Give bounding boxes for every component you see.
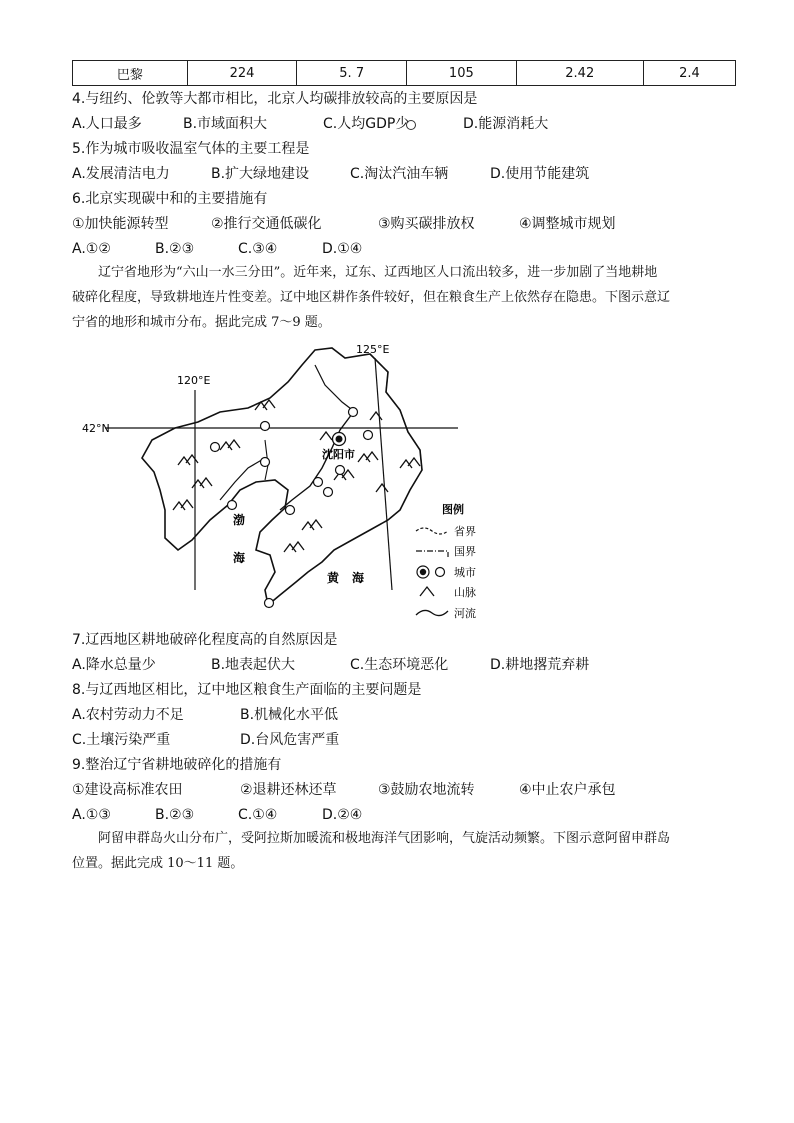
q6-item-1: ①加快能源转型 (72, 216, 169, 232)
q8-option-d: D.台风危害严重 (240, 732, 340, 748)
table-row (73, 61, 736, 86)
q5-option-b: B.扩大绿地建设 (211, 166, 310, 182)
legend-province-icon (416, 528, 448, 534)
legend-national-icon (416, 551, 448, 557)
q6-option-c: C.③④ (238, 241, 278, 257)
legend-river-icon (416, 610, 448, 615)
q6-option-a: A.①② (72, 241, 111, 257)
lat-42-label: 42°N (82, 422, 110, 435)
q4-option-a: A.人口最多 (72, 116, 142, 132)
bohai-label-1: 渤 (233, 513, 246, 527)
passage-line: 破碎化程度，导致耕地连片性变差。辽中地区耕作条件较好，但在粮食生产上依然存在隐患。下图示意辽 (72, 290, 671, 305)
q8-option-b: B.机械化水平低 (240, 707, 339, 723)
legend-mountain: 山脉 (454, 586, 476, 599)
legend-river: 河流 (454, 607, 476, 620)
q7-option-b: B.地表起伏大 (211, 657, 296, 673)
legend-national: 国界 (454, 545, 476, 558)
map-legend (416, 502, 476, 620)
q9-option-b: B.②③ (155, 807, 195, 823)
city-markers (211, 408, 373, 608)
q5-option-a: A.发展清洁电力 (72, 166, 170, 182)
q6-item-3: ③购买碳排放权 (378, 216, 475, 232)
yellow-sea-label-2: 海 (352, 571, 365, 585)
legend-mountain-icon (420, 587, 434, 596)
q9-option-a: A.①③ (72, 807, 111, 823)
legend-city: 城市 (454, 566, 476, 579)
q8-option-c: C.土壤污染严重 (72, 732, 171, 748)
q7-option-d: D.耕地撂荒弃耕 (490, 657, 590, 673)
q4-option-d: D.能源消耗大 (463, 116, 549, 132)
passage-line: 辽宁省地形为“六山一水三分田”。近年来，辽东、辽西地区人口流出较多，进一步加剧了当地耕地 (98, 265, 658, 280)
table-cell: 巴黎 (73, 61, 188, 86)
q5-option-c: C.淘汰汽油车辆 (350, 166, 449, 182)
q7-stem: 7.辽西地区耕地破碎化程度高的自然原因是 (72, 632, 338, 648)
river-west (220, 458, 265, 500)
passage-line: 宁省的地形和城市分布。据此完成 7～9 题。 (72, 315, 331, 330)
q6-item-2: ②推行交通低碳化 (211, 216, 322, 232)
q6-option-b: B.②③ (155, 241, 195, 257)
q4-stem: 4.与纽约、伦敦等大都市相比，北京人均碳排放较高的主要原因是 (72, 91, 478, 107)
meridian-125 (375, 358, 392, 590)
lon-120-label: 120°E (177, 374, 211, 387)
national-border (370, 354, 422, 520)
legend-city-icon (436, 568, 445, 577)
q4-option-b: B.市域面积大 (183, 116, 268, 132)
passage-line: 位置。据此完成 10～11 题。 (72, 856, 244, 871)
q6-item-4: ④调整城市规划 (519, 216, 616, 232)
shenyang-label: 沈阳市 (322, 448, 355, 461)
bohai-label-2: 海 (233, 551, 246, 565)
table-cell: 2.42 (516, 61, 643, 86)
q9-item-2: ②退耕还林还草 (240, 782, 337, 798)
river-upper (315, 365, 355, 412)
q9-item-4: ④中止农户承包 (519, 782, 616, 798)
passage-liaoning (72, 260, 736, 335)
yellow-sea-label-1: 黄 (327, 571, 340, 585)
table-cell: 105 (407, 61, 517, 86)
q5-option-d: D.使用节能建筑 (490, 166, 590, 182)
q8-option-a: A.农村劳动力不足 (72, 707, 184, 723)
table-cell: 2.4 (643, 61, 735, 86)
q9-item-1: ①建设高标准农田 (72, 782, 183, 798)
legend-title: 图例 (442, 503, 464, 516)
q8-stem: 8.与辽西地区相比，辽中地区粮食生产面临的主要问题是 (72, 682, 422, 698)
table-cell: 224 (187, 61, 297, 86)
q6-option-d: D.①④ (322, 241, 363, 257)
passage-line: 阿留申群岛火山分布广，受阿拉斯加暖流和极地海洋气团影响，气旋活动频繁。下图示意阿留申群岛 (98, 831, 671, 846)
liaoning-map (70, 340, 490, 625)
q7-option-a: A.降水总量少 (72, 657, 156, 673)
q9-stem: 9.整治辽宁省耕地破碎化的措施有 (72, 757, 282, 773)
q4-option-c: C.人均GDP少 (323, 116, 410, 132)
passage-aleutian (72, 826, 736, 876)
q5-stem: 5.作为城市吸收温室气体的主要工程是 (72, 141, 310, 157)
legend-province: 省界 (454, 525, 476, 538)
lon-125-label: 125°E (356, 343, 390, 356)
q9-option-d: D.②④ (322, 807, 363, 823)
q9-option-c: C.①④ (238, 807, 278, 823)
q6-stem: 6.北京实现碳中和的主要措施有 (72, 191, 268, 207)
mountain-icons (173, 400, 420, 552)
q9-item-3: ③鼓励农地流转 (378, 782, 475, 798)
table-cell: 5. 7 (297, 61, 407, 86)
circle-mark-icon (405, 119, 417, 131)
data-table (72, 60, 736, 86)
q7-option-c: C.生态环境恶化 (350, 657, 449, 673)
